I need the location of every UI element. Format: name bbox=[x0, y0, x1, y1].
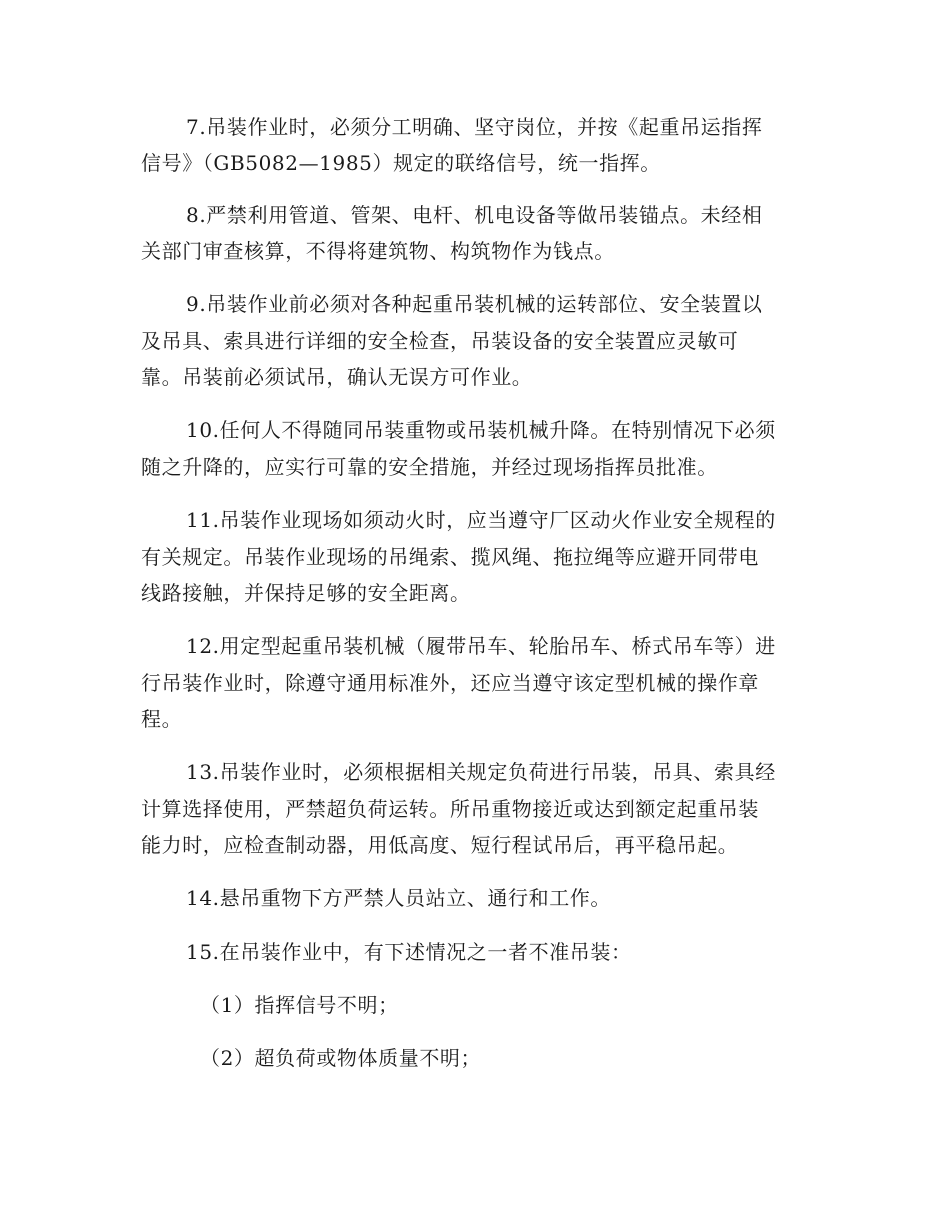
paragraph-10-line-1: 10.任何人不得随同吊装重物或吊装机械升降。在特别情况下必须 bbox=[186, 418, 776, 442]
paragraph-15-line-1: 15.在吊装作业中，有下述情况之一者不准吊装： bbox=[186, 940, 632, 964]
paragraph-13-line-2: 计算选择使用，严禁超负荷运转。所吊重物接近或达到额定起重吊装 bbox=[141, 797, 759, 821]
paragraph-11-line-1: 11.吊装作业现场如须动火时，应当遵守厂区动火作业安全规程的 bbox=[186, 508, 776, 532]
paragraph-12-line-3: 程。 bbox=[141, 707, 183, 731]
paragraph-9-line-3: 靠。吊装前必须试吊，确认无误方可作业。 bbox=[141, 365, 533, 389]
paragraph-14-line-1: 14.悬吊重物下方严禁人员站立、通行和工作。 bbox=[186, 886, 612, 910]
paragraph-9-line-2: 及吊具、索具进行详细的安全检查，吊装设备的安全装置应灵敏可 bbox=[141, 329, 739, 353]
paragraph-9-line-1: 9.吊装作业前必须对各种起重吊装机械的运转部位、安全装置以 bbox=[186, 292, 763, 316]
paragraph-12-line-2: 行吊装作业时，除遵守通用标准外，还应当遵守该定型机械的操作章 bbox=[141, 671, 759, 695]
paragraph-7-line-1: 7.吊装作业时，必须分工明确、坚守岗位，并按《起重吊运指挥 bbox=[186, 115, 763, 139]
paragraph-7-line-2: 信号》（GB5082—1985）规定的联络信号，统一指挥。 bbox=[141, 151, 661, 175]
paragraph-11-line-3: 线路接触，并保持足够的安全距离。 bbox=[141, 581, 471, 605]
paragraph-11-line-2: 有关规定。吊装作业现场的吊绳索、揽风绳、拖拉绳等应避开同带电 bbox=[141, 545, 759, 569]
paragraph-12-line-1: 12.用定型起重吊装机械（履带吊车、轮胎吊车、桥式吊车等）进 bbox=[186, 634, 776, 658]
paragraph-8-line-2: 关部门审查核算，不得将建筑物、构筑物作为钱点。 bbox=[141, 239, 615, 263]
paragraph-13-line-3: 能力时，应检查制动器，用低高度、短行程试吊后，再平稳吊起。 bbox=[141, 833, 739, 857]
list-item-1: （1）指挥信号不明； bbox=[200, 993, 399, 1017]
paragraph-10-line-2: 随之升降的，应实行可靠的安全措施，并经过现场指挥员批准。 bbox=[141, 455, 718, 479]
list-item-2: （2）超负荷或物体质量不明； bbox=[200, 1046, 482, 1070]
paragraph-8-line-1: 8.严禁利用管道、管架、电杆、机电设备等做吊装锚点。未经相 bbox=[186, 203, 763, 227]
paragraph-13-line-1: 13.吊装作业时，必须根据相关规定负荷进行吊装，吊具、索具经 bbox=[186, 760, 776, 784]
